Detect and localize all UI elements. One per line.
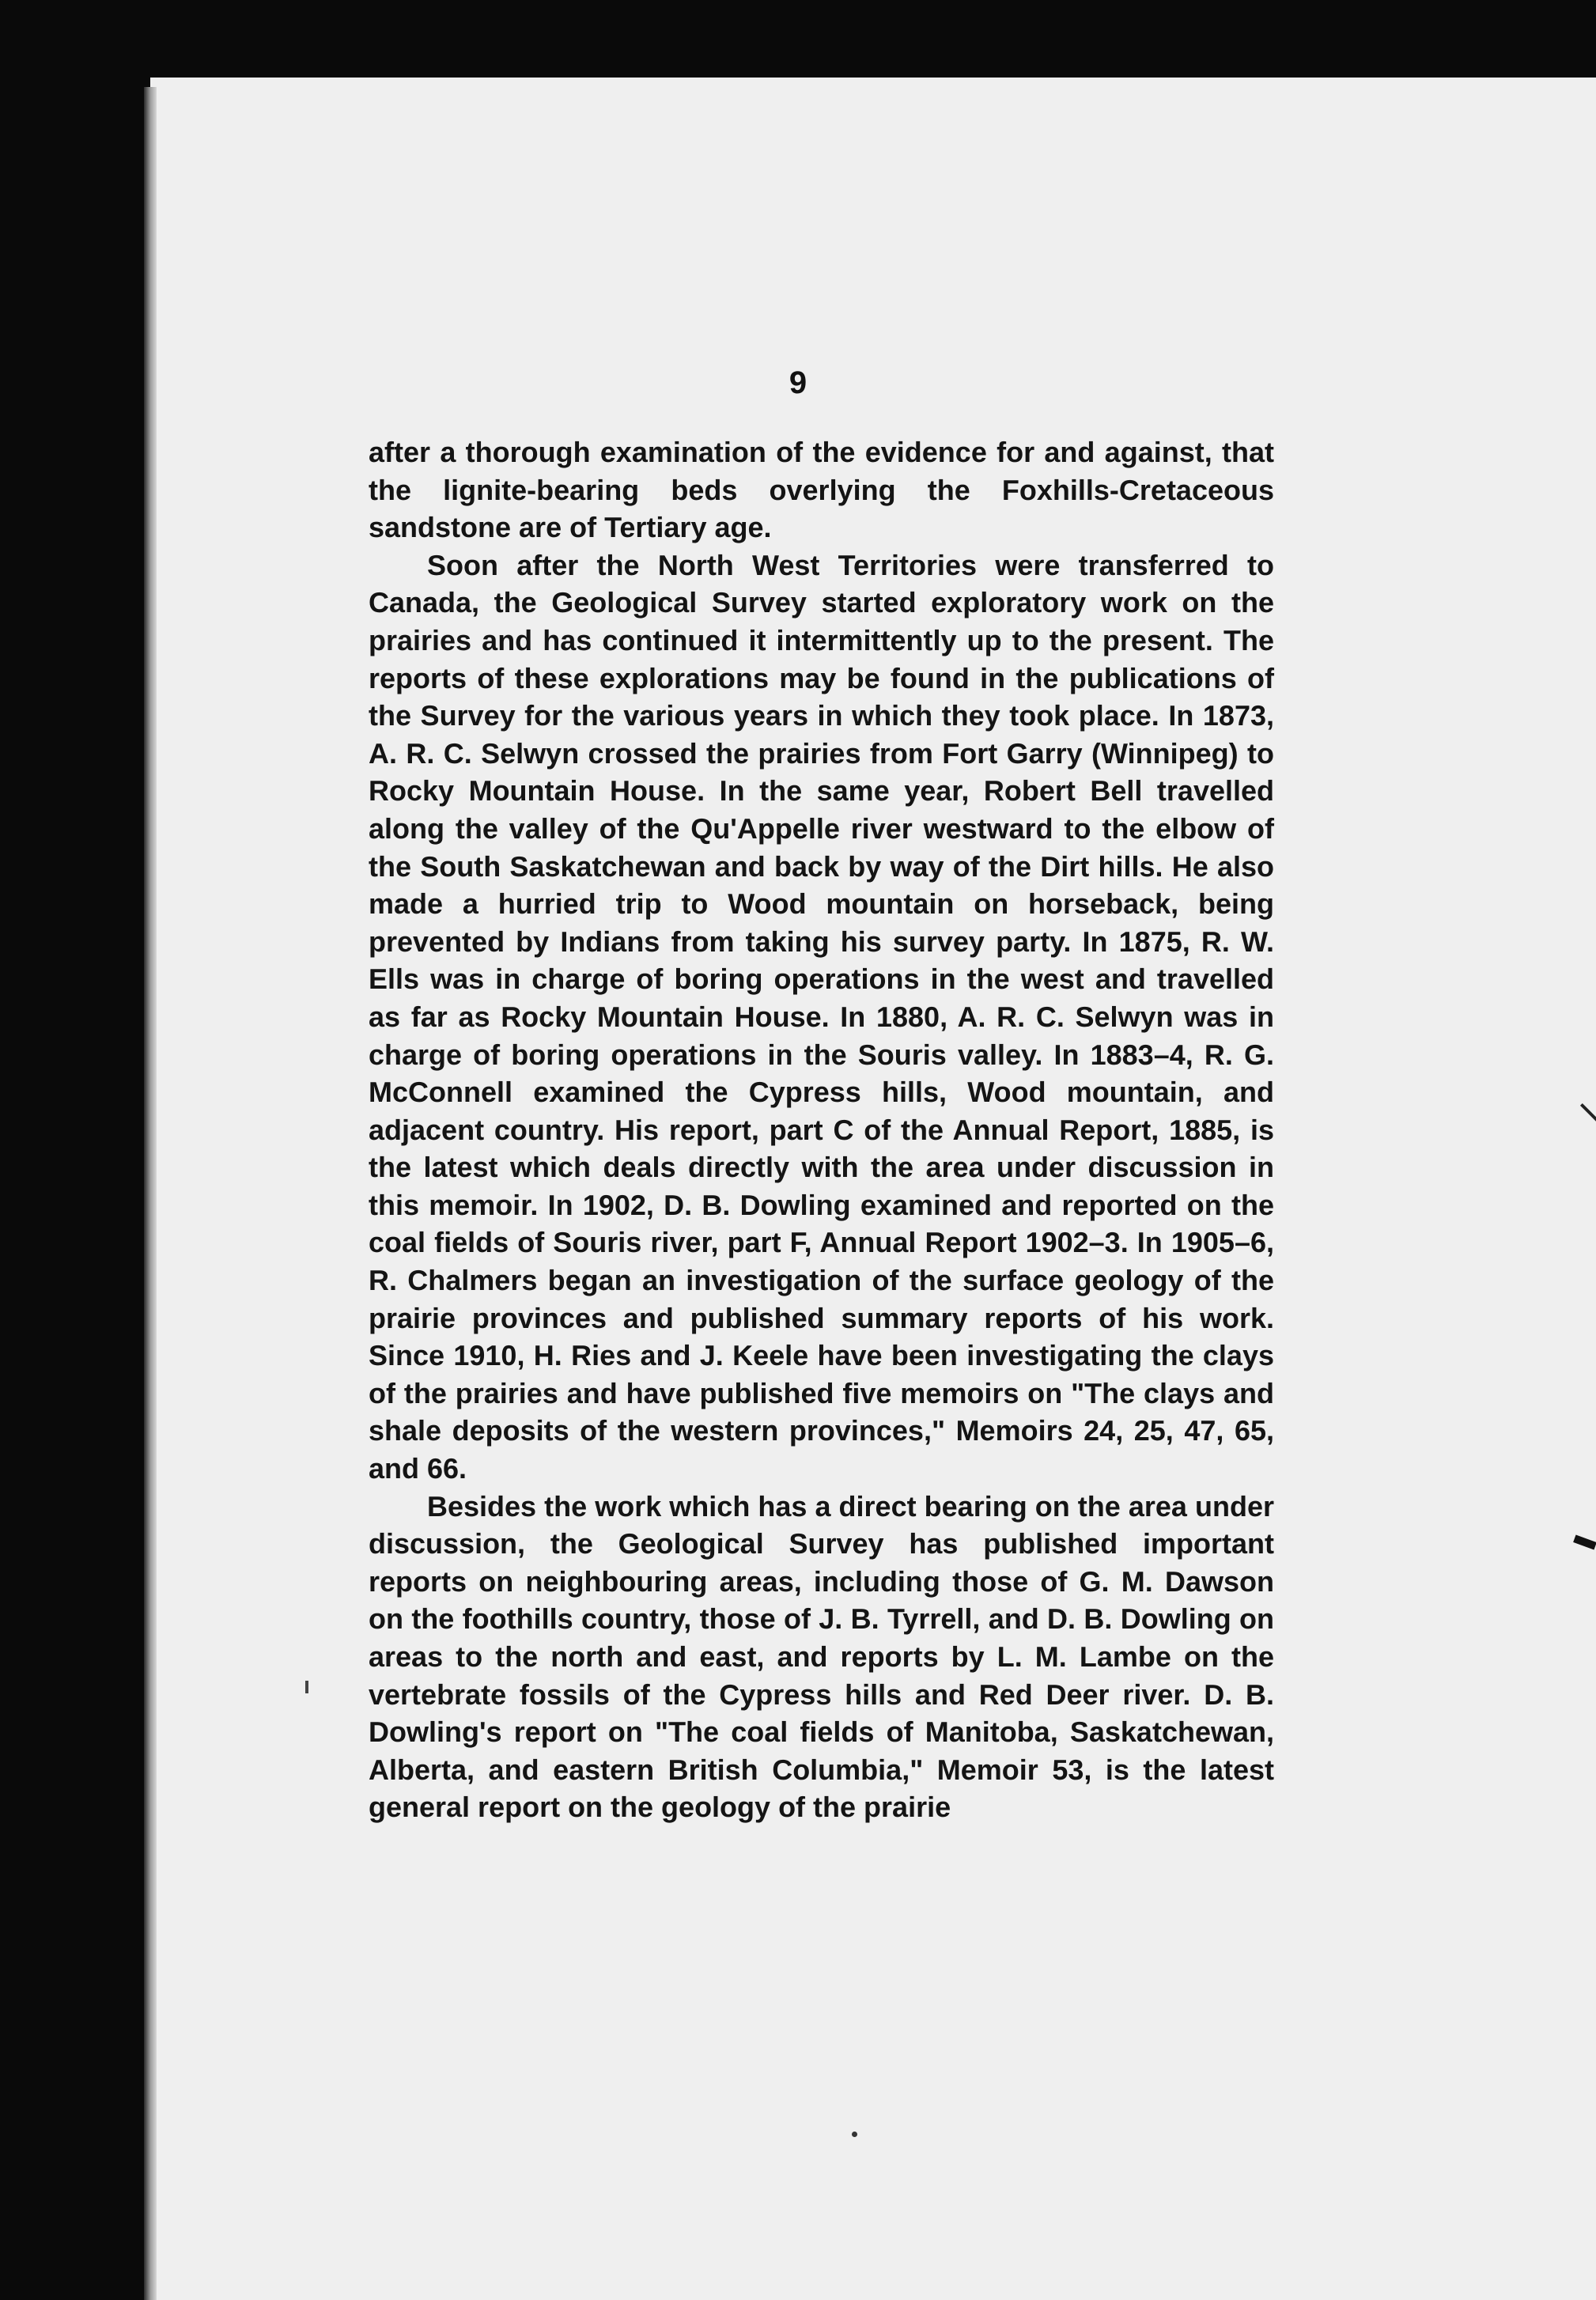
left-stray-mark [305, 1681, 308, 1693]
page-number: 9 [789, 365, 807, 400]
page-binding-edge [144, 87, 157, 2300]
paragraph-related-reports: Besides the work which has a direct bearing on the area under discussion, the Geological Survey has published important reports on neighbouring areas, including those of G. M. Dawson on the foothills country, those of J. B. Tyrrell, and D. B. Dowling on areas to the north and east, and reports by L. M. Lambe on the vertebrate fossils of the Cypress hills and Red Deer river. D. B. Dowling's report on "The coal fields of Manitoba, Saskatchewan, Alberta, and eastern British Columbia," Memoir 53, is the latest general report on the geology of the prairie [369, 1489, 1274, 1824]
print-dot-mark [852, 2132, 857, 2137]
body-text [369, 433, 1274, 1826]
paragraph-survey-history: Soon after the North West Territories were transferred to Canada, the Geological Survey started exploratory work on the prairies and has continued it intermittently up to the present. The reports of these explorations may be found in the publications of the Survey for the various years in which they took place. In 1873, A. R. C. Selwyn crossed the prairies from Fort Garry (Winnipeg) to Rocky Mountain House. In the same year, Robert Bell travelled along the valley of the Qu'Appelle river westward to the elbow of the South Saskatchewan and back by way of the Dirt hills. He also made a hurried trip to Wood mountain on horseback, being prevented by Indians from taking his survey party. In 1875, R. W. Ells was in charge of boring operations in the west and travelled as far as Rocky Mountain House. In 1880, A. R. C. Selwyn was in charge of boring operations in the Souris valley. In 1883–4, R. G. McConnell examined the Cypress hills, Wood mountain, and adjacent country. His report, part C of the Annual Report, 1885, is the latest which deals directly with the area under discussion in this memoir. In 1902, D. B. Dowling examined and reported on the coal fields of Souris river, part F, Annual Report 1902–3. In 1905–6, R. Chalmers began an investigation of the surface geology of the prairie provinces and published summary reports of his work. Since 1910, H. Ries and J. Keele have been investigating the clays of the prairies and have published five memoirs on "The clays and shale deposits of the western provinces," Memoirs 24, 25, 47, 65, and 66. [369, 548, 1274, 1485]
paragraph-continuation: after a thorough examination of the evidence for and against, that the lignite-bearing beds overlying the Foxhills-Cretaceous sandstone are of Tertiary age. [369, 436, 1274, 544]
